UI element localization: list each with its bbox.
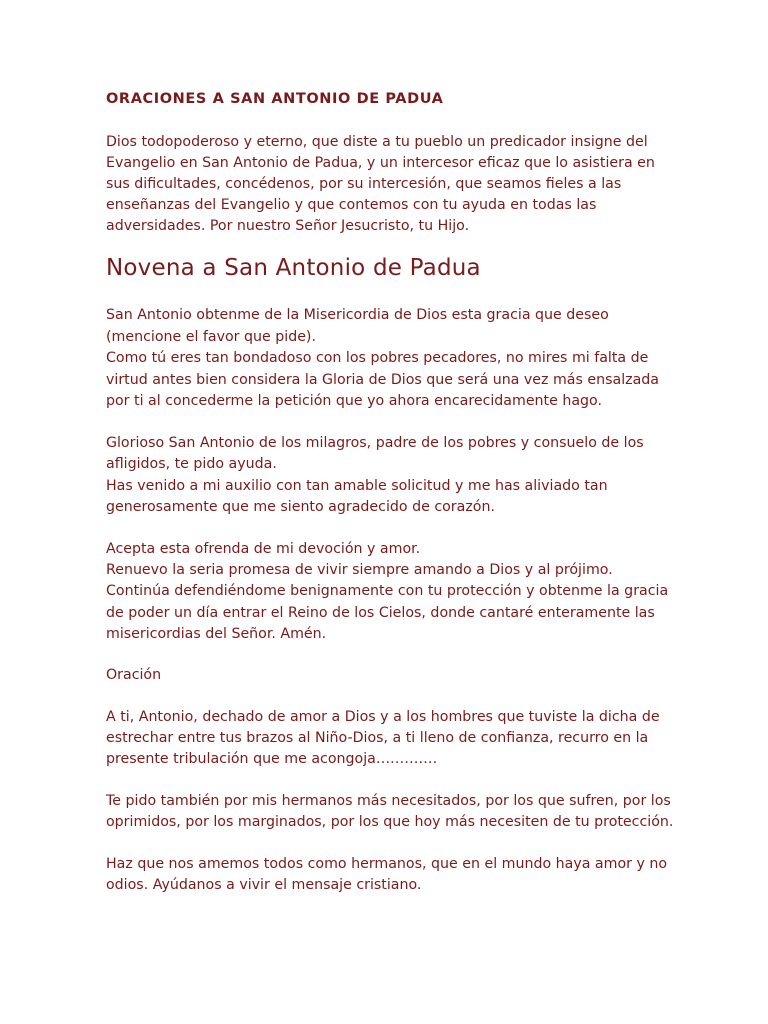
paragraph-line: oprimidos, por los marginados, por los que hoy más necesiten de tu protección. xyxy=(106,814,674,830)
paragraph-line: enseñanzas del Evangelio y que contemos con tu ayuda en todas las xyxy=(106,197,597,213)
paragraph-line: Glorioso San Antonio de los milagros, padre de los pobres y consuelo de los xyxy=(106,435,644,451)
document-heading: ORACIONES A SAN ANTONIO DE PADUA xyxy=(106,91,444,107)
paragraph-line: (mencione el favor que pide). xyxy=(106,329,316,345)
paragraph-line: virtud antes bien considera la Gloria de Dios que será una vez más ensalzada xyxy=(106,372,659,388)
paragraph-line: misericordias del Señor. Amén. xyxy=(106,626,327,642)
paragraph-line: Evangelio en San Antonio de Padua, y un intercesor eficaz que lo asistiera en xyxy=(106,155,655,171)
paragraph-line: sus dificultades, concédenos, por su intercesión, que seamos fieles a las xyxy=(106,176,622,192)
paragraph-line: por ti al concederme la petición que yo ahora encarecidamente hago. xyxy=(106,393,602,409)
paragraph-line: de poder un día entrar el Reino de los Cielos, donde cantaré enteramente las xyxy=(106,605,655,621)
paragraph-line: presente tribulación que me acongoja…………. xyxy=(106,751,438,767)
paragraph-line: Continúa defendiéndome benignamente con tu protección y obtenme la gracia xyxy=(106,583,669,599)
paragraph-line: odios. Ayúdanos a vivir el mensaje cristiano. xyxy=(106,877,422,893)
paragraph-line: estrechar entre tus brazos al Niño-Dios, a ti lleno de confianza, recurro en la xyxy=(106,730,649,746)
paragraph-line: generosamente que me siento agradecido de corazón. xyxy=(106,499,495,515)
paragraph-line: Te pido también por mis hermanos más necesitados, por los que sufren, por los xyxy=(106,793,671,809)
paragraph-line: Como tú eres tan bondadoso con los pobres pecadores, no mires mi falta de xyxy=(106,350,649,366)
paragraph-line: Renuevo la seria promesa de vivir siempre amando a Dios y al prójimo. xyxy=(106,562,613,578)
paragraph-line: afligidos, te pido ayuda. xyxy=(106,456,277,472)
oracion-label: Oración xyxy=(106,667,162,683)
paragraph-line: Acepta esta ofrenda de mi devoción y amor. xyxy=(106,541,421,557)
paragraph-line: A ti, Antonio, dechado de amor a Dios y a los hombres que tuviste la dicha de xyxy=(106,709,660,725)
novena-title: Novena a San Antonio de Padua xyxy=(106,255,481,281)
paragraph-line: Has venido a mi auxilio con tan amable solicitud y me has aliviado tan xyxy=(106,478,608,494)
paragraph-line: Dios todopoderoso y eterno, que diste a tu pueblo un predicador insigne del xyxy=(106,134,648,150)
paragraph-line: adversidades. Por nuestro Señor Jesucristo, tu Hijo. xyxy=(106,218,470,234)
paragraph-line: San Antonio obtenme de la Misericordia de Dios esta gracia que deseo xyxy=(106,307,609,323)
paragraph-line: Haz que nos amemos todos como hermanos, que en el mundo haya amor y no xyxy=(106,856,668,872)
